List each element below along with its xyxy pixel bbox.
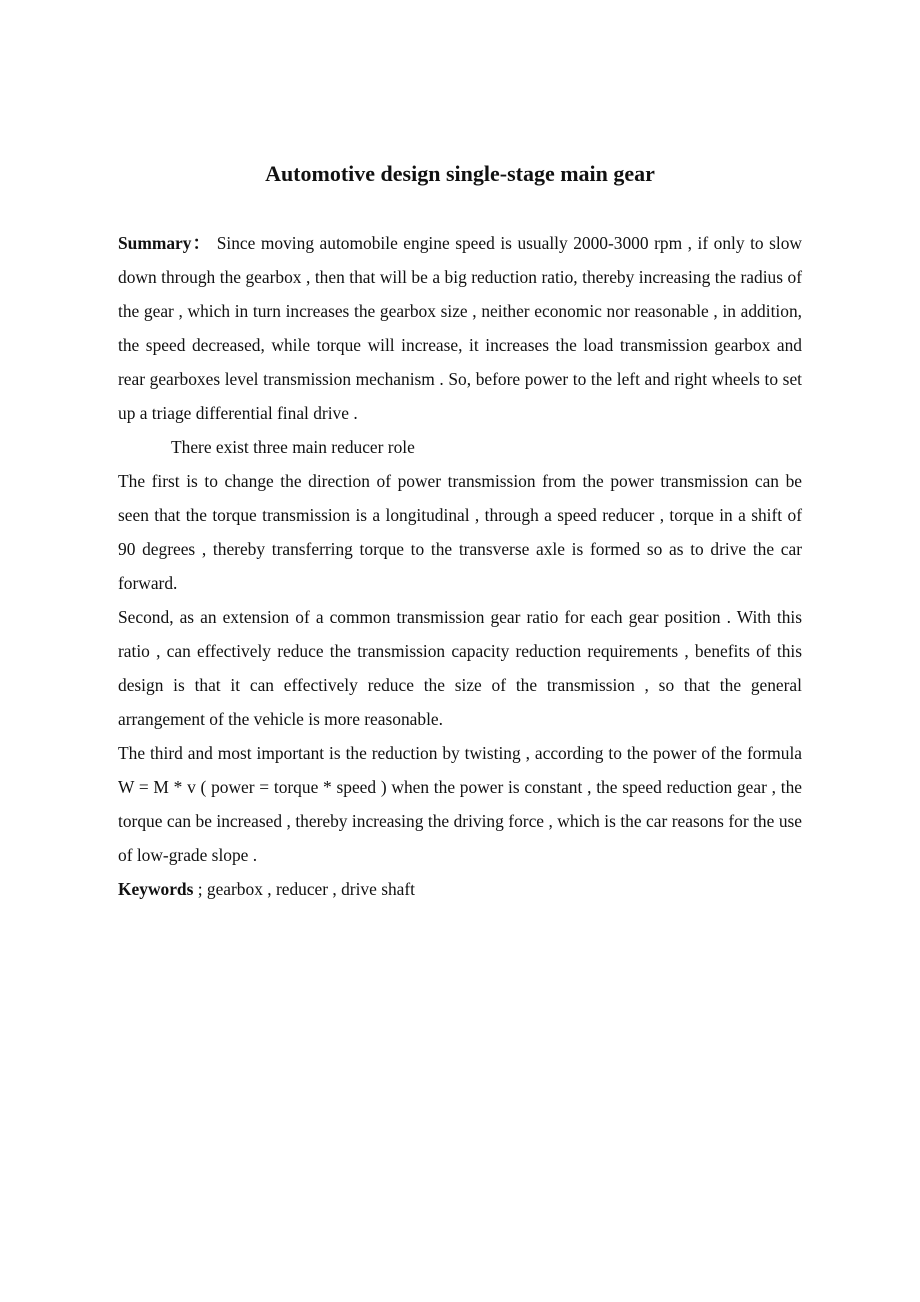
summary-paragraph (118, 226, 802, 430)
document-body (118, 226, 802, 906)
summary-label: Summary： (118, 233, 212, 253)
role-second-paragraph: Second, as an extension of a common transmission gear ratio for each gear position . With this ratio , can effectively reduce the transmission capacity reduction requirements , benefits of this design is that it can effectively reduce the size of the transmission , so that the general arrangement of the vehicle is more reasonable. (118, 607, 802, 729)
roles-intro: There exist three main reducer role (171, 437, 415, 457)
keywords-text: ; gearbox , reducer , drive shaft (193, 879, 415, 899)
keywords-paragraph (118, 872, 802, 906)
role-first-paragraph: The first is to change the direction of power transmission from the power transmission can be seen that the torque transmission is a longitudinal , through a speed reducer , torque in a shift of 90 degrees , thereby transferring torque to the transverse axle is formed so as to drive the car forward. (118, 471, 802, 593)
summary-text: Since moving automobile engine speed is usually 2000-3000 rpm , if only to slow down through the gearbox , then that will be a big reduction ratio, thereby increasing the radius of the gear , which in turn increases the gearbox size , neither economic nor reasonable , in addition, the speed decreased, while torque will increase, it increases the load transmission gearbox and rear gearboxes level transmission mechanism . So, before power to the left and right wheels to set up a triage differential final drive . (118, 233, 802, 423)
keywords-label: Keywords (118, 879, 194, 899)
role-third-paragraph: The third and most important is the reduction by twisting , according to the power of the formula W = M * v ( power = torque * speed ) when the power is constant , the speed reduction gear , the torque can be increased , thereby increasing the driving force , which is the car reasons for the use of low-grade slope . (118, 743, 802, 865)
document-title: Automotive design single-stage main gear (265, 161, 655, 186)
